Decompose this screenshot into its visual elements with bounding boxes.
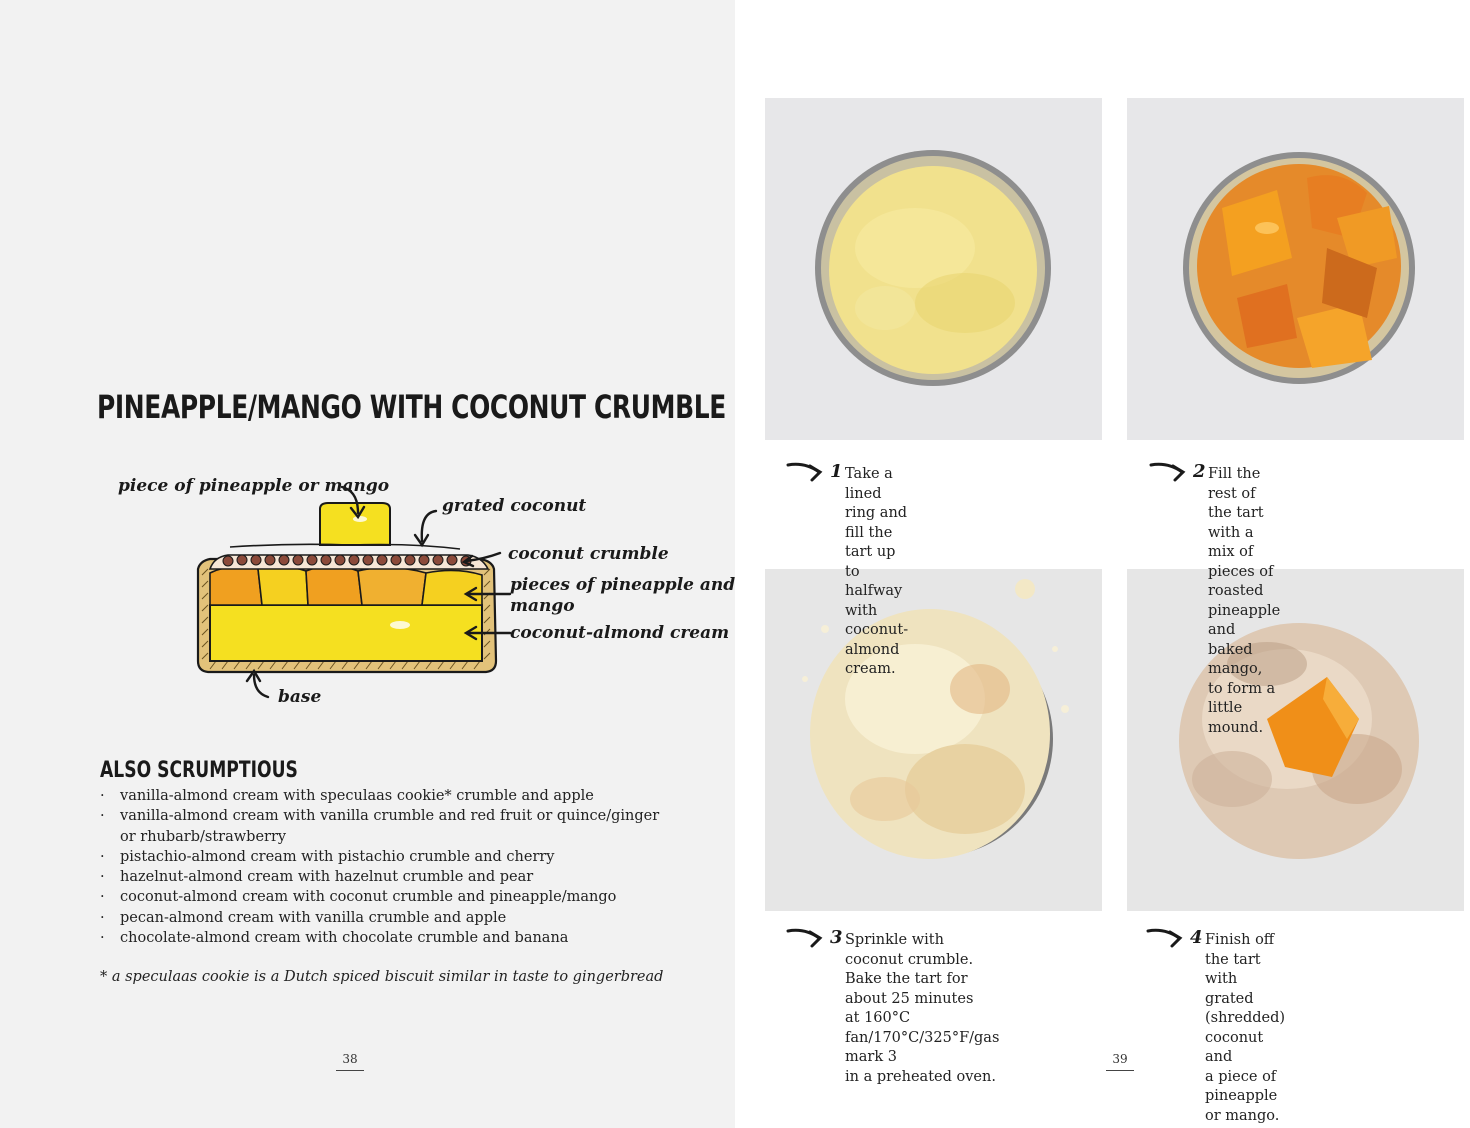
bullet: · (100, 889, 105, 906)
step-1-photo (765, 98, 1102, 440)
list-item: · vanilla-almond cream with vanilla crumble and red fruit or quince/ginger or rhubarb/strawberry (100, 808, 660, 845)
list-item: · chocolate-almond cream with chocolate crumble and banana (100, 928, 660, 948)
curved-arrow-icon (1145, 925, 1187, 951)
footnote: * a speculaas cookie is a Dutch spiced biscuit similar in taste to gingerbread (100, 969, 664, 985)
also-scrumptious-heading: ALSO SCRUMPTIOUS (100, 758, 298, 783)
list-item: · coconut-almond cream with coconut crumble and pineapple/mango (100, 887, 660, 907)
step-number: 4 (1190, 927, 1203, 948)
curved-arrow-icon (1148, 459, 1190, 485)
list-item: · hazelnut-almond cream with hazelnut crumble and pear (100, 867, 660, 887)
bullet: · (100, 930, 105, 947)
bullet: · (100, 808, 105, 825)
step-text: Sprinkle with coconut crumble. Bake the tart for about 25 minutes at 160°C fan/170°C/325°F/gas mark 3 in a preheated oven. (845, 932, 1000, 1085)
page-number-right: 39 (1106, 1052, 1134, 1071)
bullet: · (100, 869, 105, 886)
label-pieces-line2: mango (510, 596, 575, 616)
curved-arrow-icon (785, 925, 827, 951)
list-item: · vanilla-almond cream with speculaas cookie* crumble and apple (100, 786, 660, 806)
step-number: 1 (830, 461, 843, 482)
right-page (735, 0, 1470, 1128)
step-text: Take a lined ring and fill the tart up to halfway with coconut-almond cream. (845, 466, 909, 677)
label-pieces-line1: pieces of pineapple and (510, 575, 736, 595)
step-text: Fill the rest of the tart with a mix of pieces of roasted pineapple and baked mango, to form a little mound. (1208, 466, 1281, 736)
tart-illustration (198, 503, 496, 672)
curved-arrow-icon (785, 459, 827, 485)
recipe-title: PINEAPPLE/MANGO WITH COCONUT CRUMBLE (97, 388, 726, 426)
variations-list (100, 786, 660, 948)
step-text: Finish off the tart with grated (shredded) coconut and a piece of pineapple or mango. (1205, 932, 1286, 1124)
step-3-photo (765, 569, 1102, 911)
label-coconut-crumble: coconut crumble (508, 544, 669, 564)
bullet: · (100, 848, 105, 865)
step-2-photo (1127, 98, 1464, 440)
step-number: 3 (830, 927, 843, 948)
label-base: base (278, 687, 322, 707)
label-piece: piece of pineapple or mango (118, 476, 390, 496)
step-4-photo (1127, 569, 1464, 911)
tart-cross-section-diagram (110, 465, 736, 715)
bullet: · (100, 788, 105, 804)
list-item: · pistachio-almond cream with pistachio crumble and cherry (100, 847, 660, 867)
bullet: · (100, 909, 105, 926)
page-number-left: 38 (336, 1052, 364, 1071)
label-coconut-almond-cream: coconut-almond cream (510, 623, 730, 643)
step-number: 2 (1193, 461, 1206, 482)
list-item: · pecan-almond cream with vanilla crumble and apple (100, 908, 660, 928)
label-grated-coconut: grated coconut (442, 496, 587, 516)
